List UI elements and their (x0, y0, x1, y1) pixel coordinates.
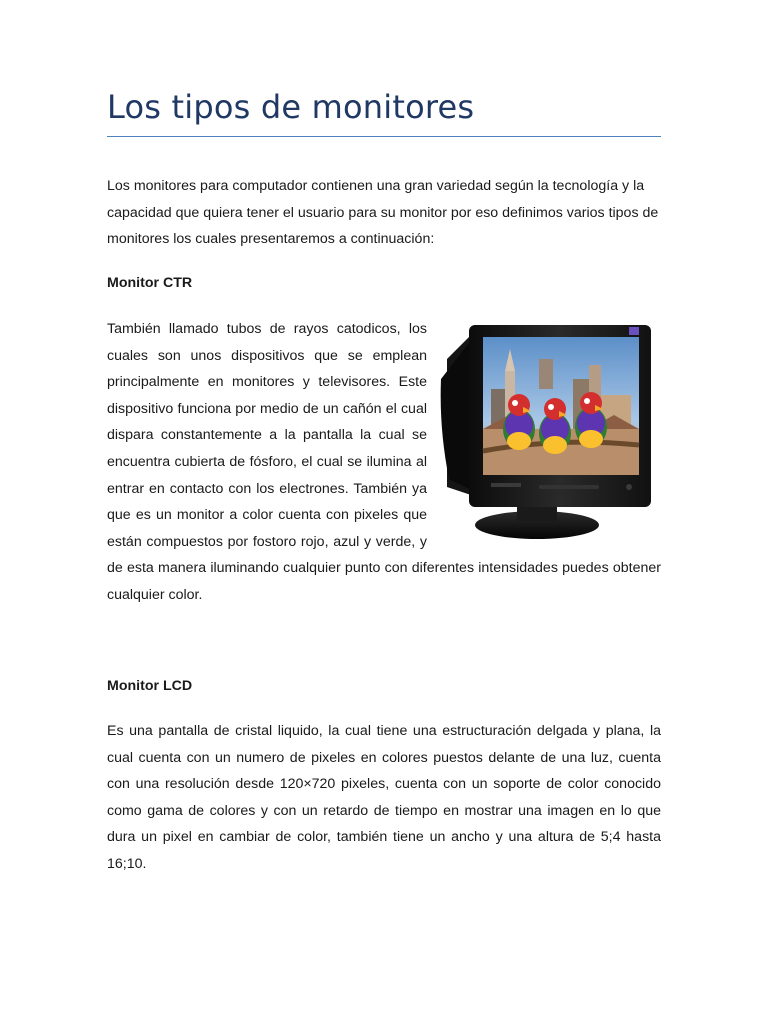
section-ctr-body (107, 316, 661, 609)
title-underline (107, 136, 661, 137)
crt-monitor-image (439, 319, 661, 545)
section-heading-ctr: Monitor CTR (107, 275, 193, 291)
section-ctr-text: También llamado tubos de rayos catodicos, los cuales son unos dispositivos que se emplean principalmente en monitores y televisores. Este dispositivo funciona por medio de un cañón el cual dispara constantemente a la pantalla la cual se encuentra cubierta de fósforo, el cual se ilumina al entrar en contacto con los electrones. También ya que es un monitor a color cuenta con pixeles que están compuestos por fostoro rojo, azul y verde, y de esta manera iluminando cualquier punto con diferentes intensidades puedes obtener cualquier color. (107, 321, 661, 603)
intro-paragraph: Los monitores para computador contienen una gran variedad según la tecnología y la capacidad que quiera tener el usuario para su monitor por eso definimos varios tipos de monitores los cuales presentaremos a continuación: (107, 178, 659, 248)
section-lcd-text: Es una pantalla de cristal liquido, la cual tiene una estructuración delgada y plana, la cual cuenta con un numero de pixeles en colores puestos delante de una luz, cuenta con una resolución desde 120×720 pixeles, cuenta con un soporte de color conocido como gama de colores y con un retardo de tiempo en mostrar una imagen en lo que dura un pixel en cambiar de color, también tiene un ancho y una altura de 5;4 hasta 16;10. (107, 723, 661, 872)
page-title: Los tipos de monitores (107, 88, 475, 126)
section-heading-lcd: Monitor LCD (107, 678, 193, 694)
